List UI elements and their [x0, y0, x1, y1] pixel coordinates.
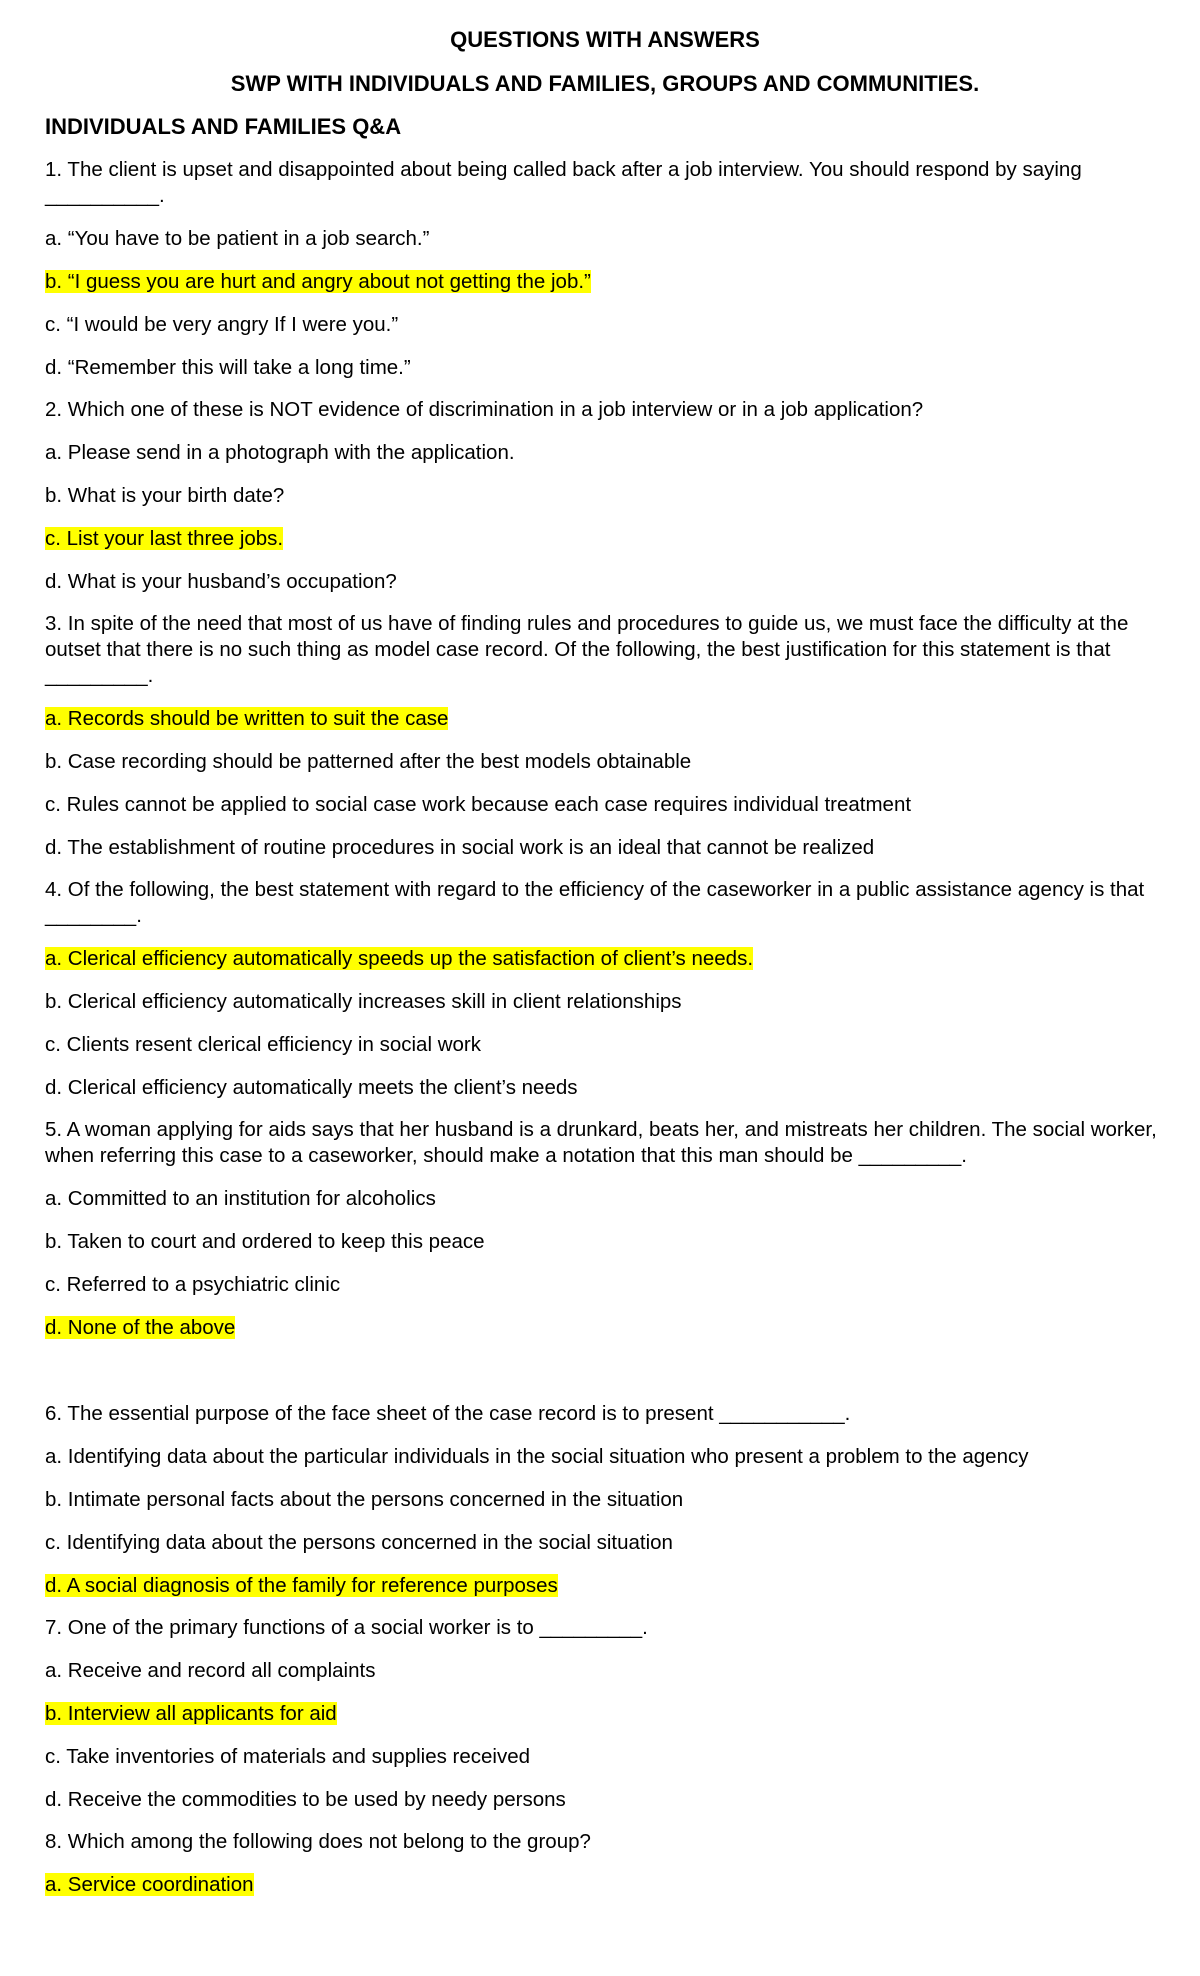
option-text: b. Case recording should be patterned after the best models obtainable	[45, 750, 692, 773]
question-4-option-a-answer	[45, 946, 1165, 972]
question-5-option-c	[45, 1272, 1165, 1298]
document-page	[45, 26, 1165, 1898]
question-1-blank: __________.	[45, 184, 165, 207]
question-4-option-c	[45, 1032, 1165, 1058]
option-text: d. The establishment of routine procedures in social work is an ideal that cannot be realized	[45, 836, 875, 859]
highlighted-answer: a. Records should be written to suit the case	[45, 707, 449, 730]
option-text: c. “I would be very angry If I were you.”	[45, 313, 399, 336]
question-6-option-d-answer	[45, 1573, 1165, 1599]
option-text: b. What is your birth date?	[45, 484, 285, 507]
question-1-option-b-answer	[45, 269, 1165, 295]
blank-spacer	[45, 1341, 1165, 1385]
question-2-option-a	[45, 440, 1165, 466]
question-7-option-d	[45, 1787, 1165, 1813]
option-text: c. Clients resent clerical efficiency in social work	[45, 1033, 481, 1056]
question-3-option-c	[45, 792, 1165, 818]
highlighted-answer: d. None of the above	[45, 1316, 236, 1339]
question-6-option-b	[45, 1487, 1165, 1513]
option-text: a. “You have to be patient in a job search.”	[45, 227, 430, 250]
question-1	[45, 157, 1165, 209]
option-text: a. Receive and record all complaints	[45, 1659, 376, 1682]
question-5-option-b	[45, 1229, 1165, 1255]
question-2-option-c-answer	[45, 526, 1165, 552]
question-5: 5. A woman applying for aids says that her husband is a drunkard, beats her, and mistreats her children. The social worker, when referring this case to a caseworker, should make a notation that this man should be _________.	[45, 1118, 1157, 1167]
question-5-option-d-answer	[45, 1315, 1165, 1341]
highlighted-answer: b. “I guess you are hurt and angry about not getting the job.”	[45, 270, 591, 293]
question-7-option-c	[45, 1744, 1165, 1770]
option-text: c. Rules cannot be applied to social case work because each case requires individual treatment	[45, 793, 912, 816]
question-3-option-b	[45, 749, 1165, 775]
document-title: QUESTIONS WITH ANSWERS	[450, 27, 760, 52]
highlighted-answer: b. Interview all applicants for aid	[45, 1702, 337, 1725]
option-text: a. Committed to an institution for alcoholics	[45, 1187, 436, 1210]
question-1-option-d	[45, 355, 1165, 381]
option-text: c. Identifying data about the persons concerned in the social situation	[45, 1531, 673, 1554]
question-6-option-a	[45, 1444, 1165, 1470]
question-2-option-d	[45, 569, 1165, 595]
option-text: a. Identifying data about the particular individuals in the social situation who present a problem to the agency	[45, 1445, 1029, 1468]
option-text: a. Please send in a photograph with the application.	[45, 441, 515, 464]
question-1-text: 1. The client is upset and disappointed about being called back after a job interview. You should respond by saying	[45, 158, 1082, 181]
option-text: b. Taken to court and ordered to keep this peace	[45, 1230, 485, 1253]
question-1-option-a	[45, 226, 1165, 252]
option-text: d. Receive the commodities to be used by needy persons	[45, 1788, 566, 1811]
highlighted-answer: c. List your last three jobs.	[45, 527, 284, 550]
question-6: 6. The essential purpose of the face sheet of the case record is to present ___________.	[45, 1402, 851, 1425]
option-text: d. Clerical efficiency automatically meets the client’s needs	[45, 1076, 578, 1099]
option-text: c. Take inventories of materials and supplies received	[45, 1745, 531, 1768]
highlighted-answer: a. Service coordination	[45, 1873, 254, 1896]
question-4-option-d	[45, 1075, 1165, 1101]
question-3: 3. In spite of the need that most of us have of finding rules and procedures to guide us, we must face the difficulty at the outset that there is no such thing as model case record. Of the following, the best justification for this statement is that _________.	[45, 612, 1129, 687]
question-8: 8. Which among the following does not belong to the group?	[45, 1830, 591, 1853]
highlighted-answer: a. Clerical efficiency automatically speeds up the satisfaction of client’s needs.	[45, 947, 754, 970]
question-7-option-a	[45, 1658, 1165, 1684]
document-subtitle: SWP WITH INDIVIDUALS AND FAMILIES, GROUPS AND COMMUNITIES.	[230, 71, 980, 96]
option-text: d. “Remember this will take a long time.”	[45, 356, 411, 379]
question-7: 7. One of the primary functions of a social worker is to _________.	[45, 1616, 648, 1639]
option-text: d. What is your husband’s occupation?	[45, 570, 397, 593]
option-text: c. Referred to a psychiatric clinic	[45, 1273, 341, 1296]
question-8-option-a-answer	[45, 1872, 1165, 1898]
question-2: 2. Which one of these is NOT evidence of discrimination in a job interview or in a job application?	[45, 398, 924, 421]
question-3-option-d	[45, 835, 1165, 861]
question-4: 4. Of the following, the best statement with regard to the efficiency of the caseworker in a public assistance agency is that ________.	[45, 878, 1145, 927]
question-6-option-c	[45, 1530, 1165, 1556]
question-1-option-c	[45, 312, 1165, 338]
question-4-option-b	[45, 989, 1165, 1015]
option-text: b. Intimate personal facts about the persons concerned in the situation	[45, 1488, 684, 1511]
question-7-option-b-answer	[45, 1701, 1165, 1727]
highlighted-answer: d. A social diagnosis of the family for reference purposes	[45, 1574, 558, 1597]
question-2-option-b	[45, 483, 1165, 509]
question-5-option-a	[45, 1186, 1165, 1212]
section-heading: INDIVIDUALS AND FAMILIES Q&A	[45, 114, 402, 139]
question-3-option-a-answer	[45, 706, 1165, 732]
option-text: b. Clerical efficiency automatically increases skill in client relationships	[45, 990, 682, 1013]
